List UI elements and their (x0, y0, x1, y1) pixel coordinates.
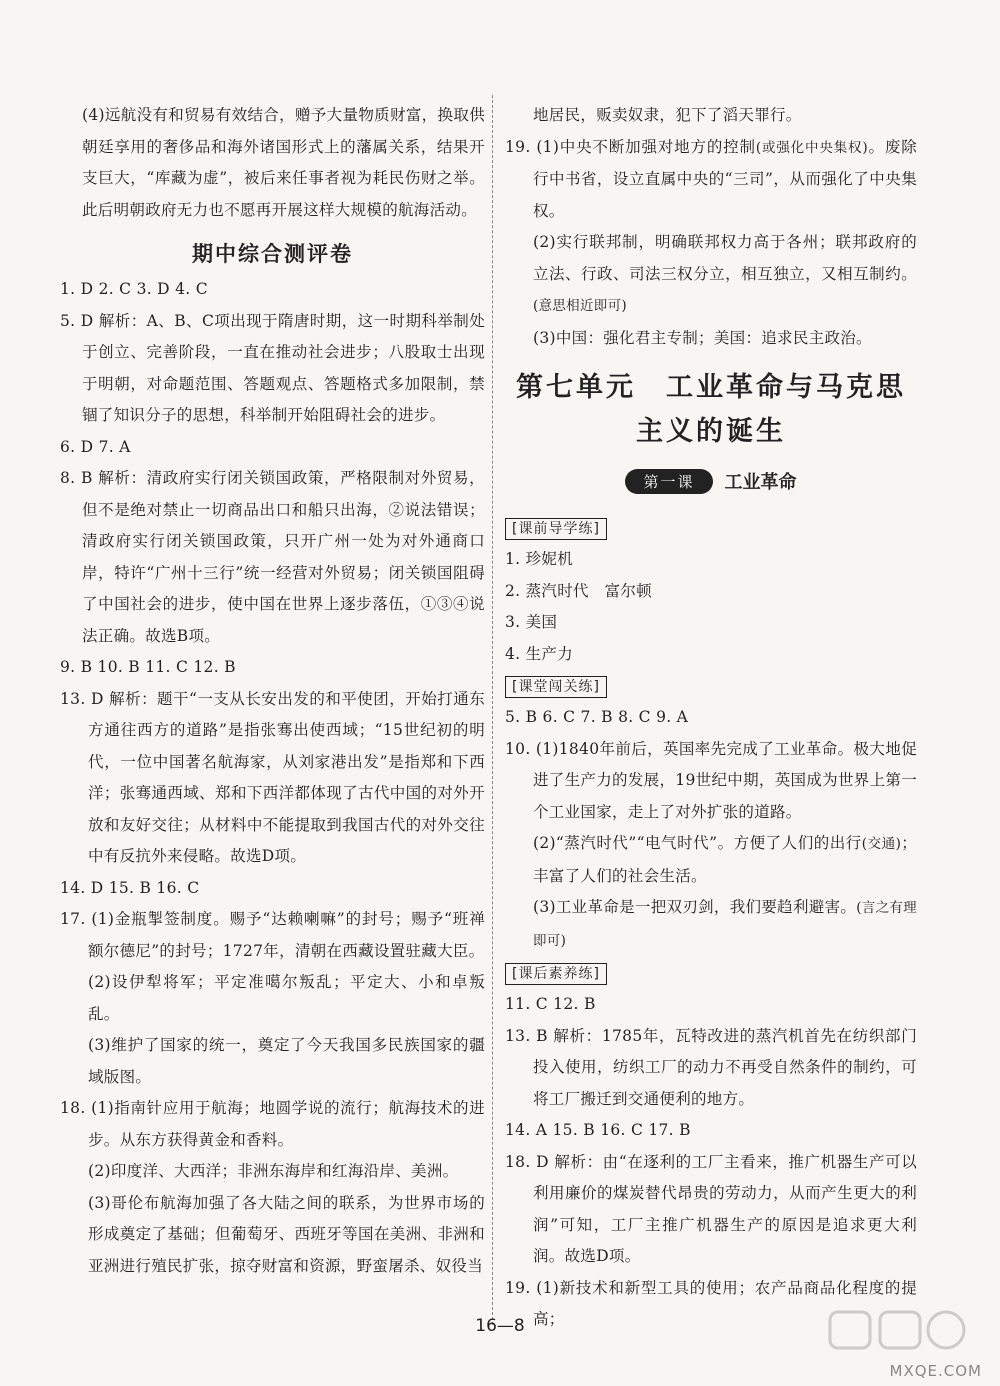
answer-subitem: (2)印度洋、大西洋；非洲东海岸和红海沿岸、美洲。 (88, 1162, 459, 1180)
left-column (60, 100, 485, 1282)
answer-item: 10. (1)1840年前后，英国率先完成了工业革命。极大地促进了生产力的发展，19世纪中期，英国成为世界上第一个工业国家，走上了对外扩张的道路。 (505, 739, 917, 821)
answer-line: 1. 珍妮机 (505, 550, 574, 568)
answer-text: (3)工业革命是一把双刃剑，我们要趋利避害。 (533, 898, 857, 916)
answer-line: 11. C 12. B (505, 995, 596, 1013)
answer-item: 8. B 解析：清政府实行闭关锁国政策，严格限制对外贸易，但不是绝对禁止一切商品出口和船只出海，②说法错误；清政府实行闭关锁国政策，只开广州一处为对外通商口岸，特许“广州十三行”统一经营对外贸易；闭关锁国阻碍了中国社会的进步，使中国在世界上逐步落伍，①③④说法正确。故选B项。 (60, 469, 485, 645)
right-column (505, 100, 917, 1336)
section-heading: 期中综合测评卷 (192, 242, 353, 266)
answer-text: 地居民，贩卖奴隶，犯下了滔天罪行。 (533, 106, 802, 124)
unit-title-line: 第七单元 工业革命与马克思 (516, 372, 906, 403)
answer-text: (2)“蒸汽时代”“电气时代”。方便了人们的出行 (533, 834, 862, 852)
answer-note: (意思相近即可) (533, 298, 627, 314)
answer-item: 18. D 解析：由“在逐利的工厂主看来，推广机器生产可以利用廉价的煤炭替代昂贵的劳动力，从而产生更大的利润”可知，工厂主推广机器生产的原因是追求更大利润。故选D项。 (505, 1152, 917, 1265)
lesson-badge: 第一课 (625, 469, 712, 494)
section-label: [课堂闯关练] (505, 676, 607, 698)
answer-item: 13. D 解析：题干“一支从长安出发的和平使团，开始打通东方通往西方的道路”是指张骞出使西域；“15世纪初的明代，一位中国著名航海家，从刘家港出发”是指郑和下西洋；张骞通西域、郑和下西洋都体现了古代中国的对外开放和友好交往；从材料中不能提取到我国古代的对外交往中有反抗外来侵略。故选D项。 (60, 689, 485, 865)
watermark-text: MXQE.COM (889, 1362, 982, 1380)
answer-subitem (505, 892, 917, 957)
answer-subitem: (3)维护了国家的统一，奠定了今天我国多民族国家的疆域版图。 (88, 1036, 485, 1086)
answer-text: ；丰富了人们的社会生活。 (533, 834, 918, 885)
column-divider (492, 95, 493, 1325)
lesson-header (505, 468, 917, 494)
answer-item: 18. (1)指南针应用于航海；地圆学说的流行；航海技术的进步。从东方获得黄金和香料。 (60, 1099, 485, 1149)
answer-subitem: (3)哥伦布航海加强了各大陆之间的联系，为世界市场的形成奠定了基础；但葡萄牙、西班牙等国在美洲、非洲和亚洲进行殖民扩张，掠夺财富和资源，野蛮屠杀、奴役当 (88, 1193, 485, 1275)
answer-text: 19. (1)中央不断加强对地方的控制 (505, 137, 756, 156)
answer-note: (或强化中央集权) (755, 139, 868, 156)
answer-line: 14. D 15. B 16. C (60, 878, 200, 897)
page-number: 16—8 (475, 1316, 525, 1336)
answer-subitem: (3)中国：强化君主专制；美国：追求民主政治。 (533, 328, 872, 347)
answer-line: 9. B 10. B 11. C 12. B (60, 658, 236, 676)
answer-line: 2. 蒸汽时代 富尔顿 (505, 581, 653, 600)
unit-title (505, 366, 917, 454)
answer-item: 17. (1)金瓶掣签制度。赐予“达赖喇嘛”的封号；赐予“班禅额尔德尼”的封号；1727年，清朝在西藏设置驻藏大臣。 (60, 910, 485, 960)
answer-subitem (505, 828, 917, 892)
answer-note: (交通) (861, 836, 902, 852)
answer-text: (2)实行联邦制，明确联邦权力高于各州；联邦政府的立法、行政、司法三权分立，相互独立，又相互制约。 (533, 233, 917, 283)
answer-item: 19. (1)新技术和新型工具的使用；农产品商品化程度的提高； (505, 1278, 917, 1328)
section-label: [课后素养练] (505, 963, 607, 985)
answer-subitem (505, 227, 917, 323)
answer-item: 13. B 解析：1785年，瓦特改进的蒸汽机首先在纺织部门投入使用，纺织工厂的动力不再受自然条件的制约，可将工厂搬迁到交通便利的地方。 (505, 1026, 917, 1108)
answer-line: 14. A 15. B 16. C 17. B (505, 1121, 691, 1139)
answer-line: 4. 生产力 (505, 644, 574, 663)
lesson-title: 工业革命 (724, 472, 797, 493)
answer-subitem: (2)设伊犁将军；平定准噶尔叛乱；平定大、小和卓叛乱。 (88, 973, 485, 1023)
answer-line: 1. D 2. C 3. D 4. C (60, 280, 208, 298)
answer-line: 3. 美国 (505, 613, 558, 631)
answer-note: (言之有理即可) (533, 900, 917, 949)
answer-item: 5. D 解析：A、B、C项出现于隋唐时期，这一时期科举制处于创立、完善阶段，一直在推动社会进步；八股取士出现于明朝，对命题范围、答题观点、答题格式多加限制，禁锢了知识分子的思想，科举制开始阻碍社会的进步。 (60, 311, 485, 424)
answer-line: 5. B 6. C 7. B 8. C 9. A (505, 708, 689, 726)
unit-title-line: 主义的诞生 (636, 416, 786, 447)
answer-text: 。废除行中书省，设立直属中央的“三司”，从而强化了中央集权。 (533, 137, 918, 220)
answer-item (505, 132, 917, 228)
answer-line: 6. D 7. A (60, 437, 131, 456)
section-label: [课前导学练] (505, 518, 607, 540)
answer-text: (4)远航没有和贸易有效结合，赠予大量物质财富，换取供朝廷享用的奢侈品和海外诸国形式上的藩属关系，结果开支巨大，“库藏为虚”，被后来任事者视为耗民伤财之举。此后明朝政府无力也不愿再开展这样大规模的航海活动。 (82, 106, 485, 219)
